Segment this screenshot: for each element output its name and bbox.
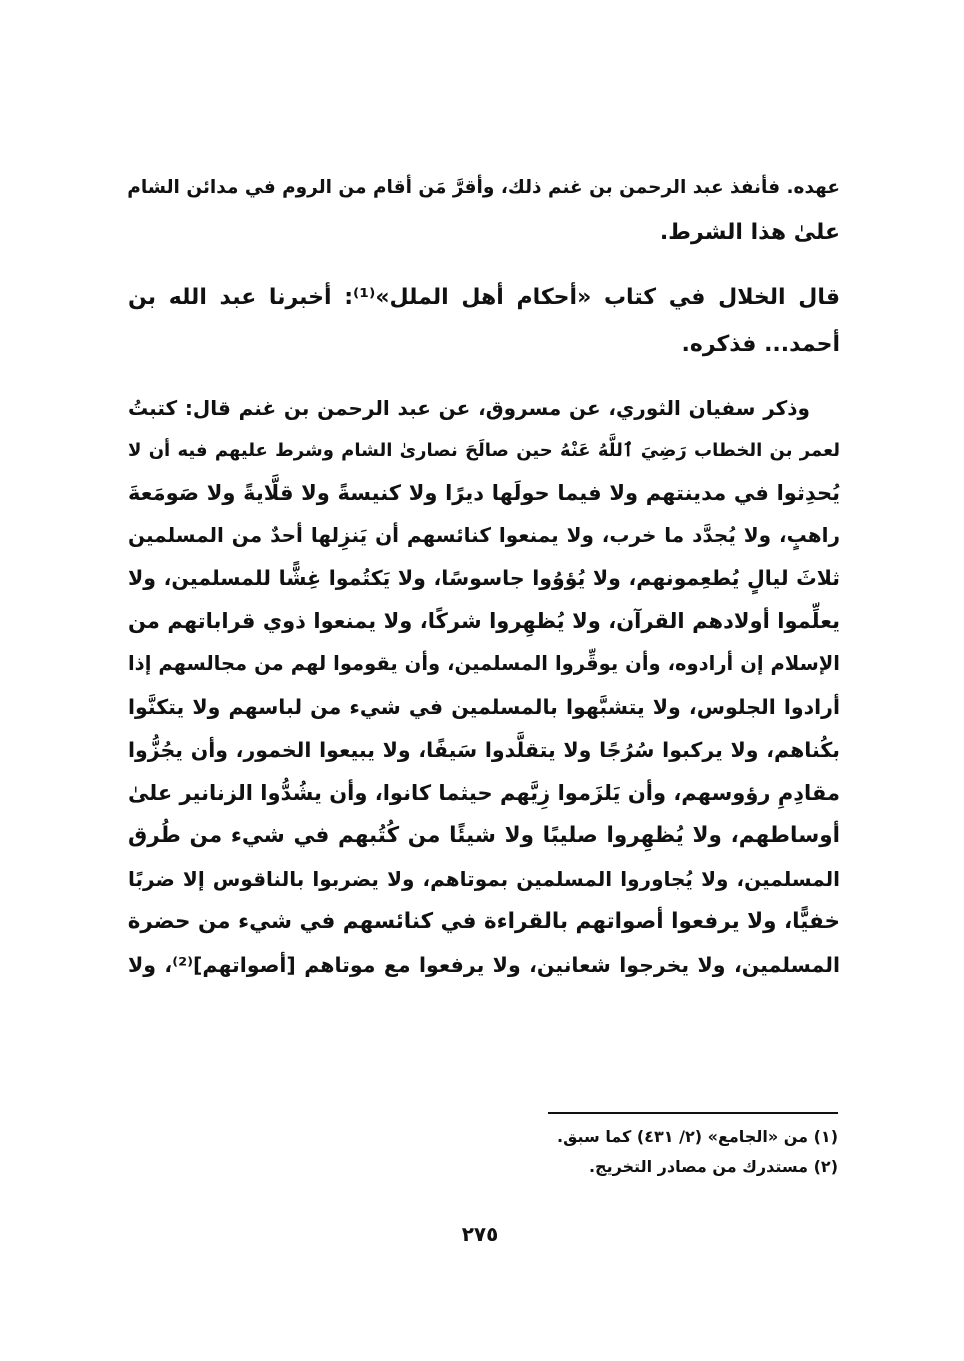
footnote: (٢) مستدرك من مصادر التخريج. <box>588 1157 838 1176</box>
text-line: ثلاثَ ليالٍ يُطعِمونهم، ولا يُؤوُوا جاسوسًا، ولا يَكتُموا غِشًّا للمسلمين، ولا <box>128 566 840 590</box>
footnote-divider <box>548 1112 838 1114</box>
text-line: قال الخلال في كتاب «أحكام أهل الملل»⁽¹⁾: أخبرنا عبد الله بن <box>128 285 840 310</box>
text-line: أحمد... فذكره. <box>681 332 840 357</box>
text-line: الإسلام إن أرادوه، وأن يوقِّروا المسلمين، وأن يقوموا لهم من مجالسهم إذا <box>128 652 840 675</box>
text-line: المسلمين، ولا يخرجوا شعانين، ولا يرفعوا مع موتاهم [أصواتهم]⁽²⁾، ولا <box>128 953 840 977</box>
footnote: (١) من «الجامع» (٢/ ٤٣١) كما سبق. <box>556 1127 838 1146</box>
text-line: لعمر بن الخطاب رَضِيَ ٱللَّهُ عَنْهُ حين صالَحَ نصارىٰ الشام وشرط عليهم فيه أن لا <box>128 440 840 461</box>
page-number: ٢٧٥ <box>461 1222 499 1246</box>
text-line: راهبٍ، ولا يُجدَّد ما خرب، ولا يمنعوا كنائسهم أن يَنزِلها أحدٌ من المسلمين <box>128 523 840 547</box>
text-line: يعلِّموا أولادهم القرآن، ولا يُظهِروا شركًا، ولا يمنعوا ذوي قراباتهم من <box>128 609 840 633</box>
text-line: المسلمين، ولا يُجاوروا المسلمين بموتاهم، ولا يضربوا بالناقوس إلا ضربًا <box>128 867 840 891</box>
text-line: يُحدِثوا في مدينتهم ولا فيما حولَها ديرًا ولا كنيسةً ولا قلَّايةً ولا صَومَعةَ <box>128 481 840 505</box>
text-line: وذكر سفيان الثوري، عن مسروق، عن عبد الرحمن بن غنم قال: كتبتُ <box>128 396 810 420</box>
text-line: أرادوا الجلوس، ولا يتشبَّهوا بالمسلمين في شيء من لباسهم ولا يتكنَّوا <box>128 695 840 719</box>
text-line: أوساطهم، ولا يُظهِروا صليبًا ولا شيئًا من كُتُبهم في شيء من طُرق <box>128 823 840 848</box>
text-line: بكُناهم، ولا يركبوا سُرُجًا ولا يتقلَّدوا سَيفًا، ولا يبيعوا الخمور، وأن يجُزُّوا <box>128 738 840 762</box>
text-line: علىٰ هذا الشرط. <box>659 220 840 245</box>
text-line: خفيًّا، ولا يرفعوا أصواتهم بالقراءة في كنائسهم في شيء من حضرة <box>127 909 840 934</box>
text-line: عهده. فأنفذ عبد الرحمن بن غنم ذلك، وأقرَّ مَن أقام من الروم في مدائن الشام <box>127 177 840 198</box>
text-line: مقادِمِ رؤوسهم، وأن يَلزَموا زِيَّهم حيثما كانوا، وأن يشُدُّوا الزنانير علىٰ <box>128 781 840 805</box>
